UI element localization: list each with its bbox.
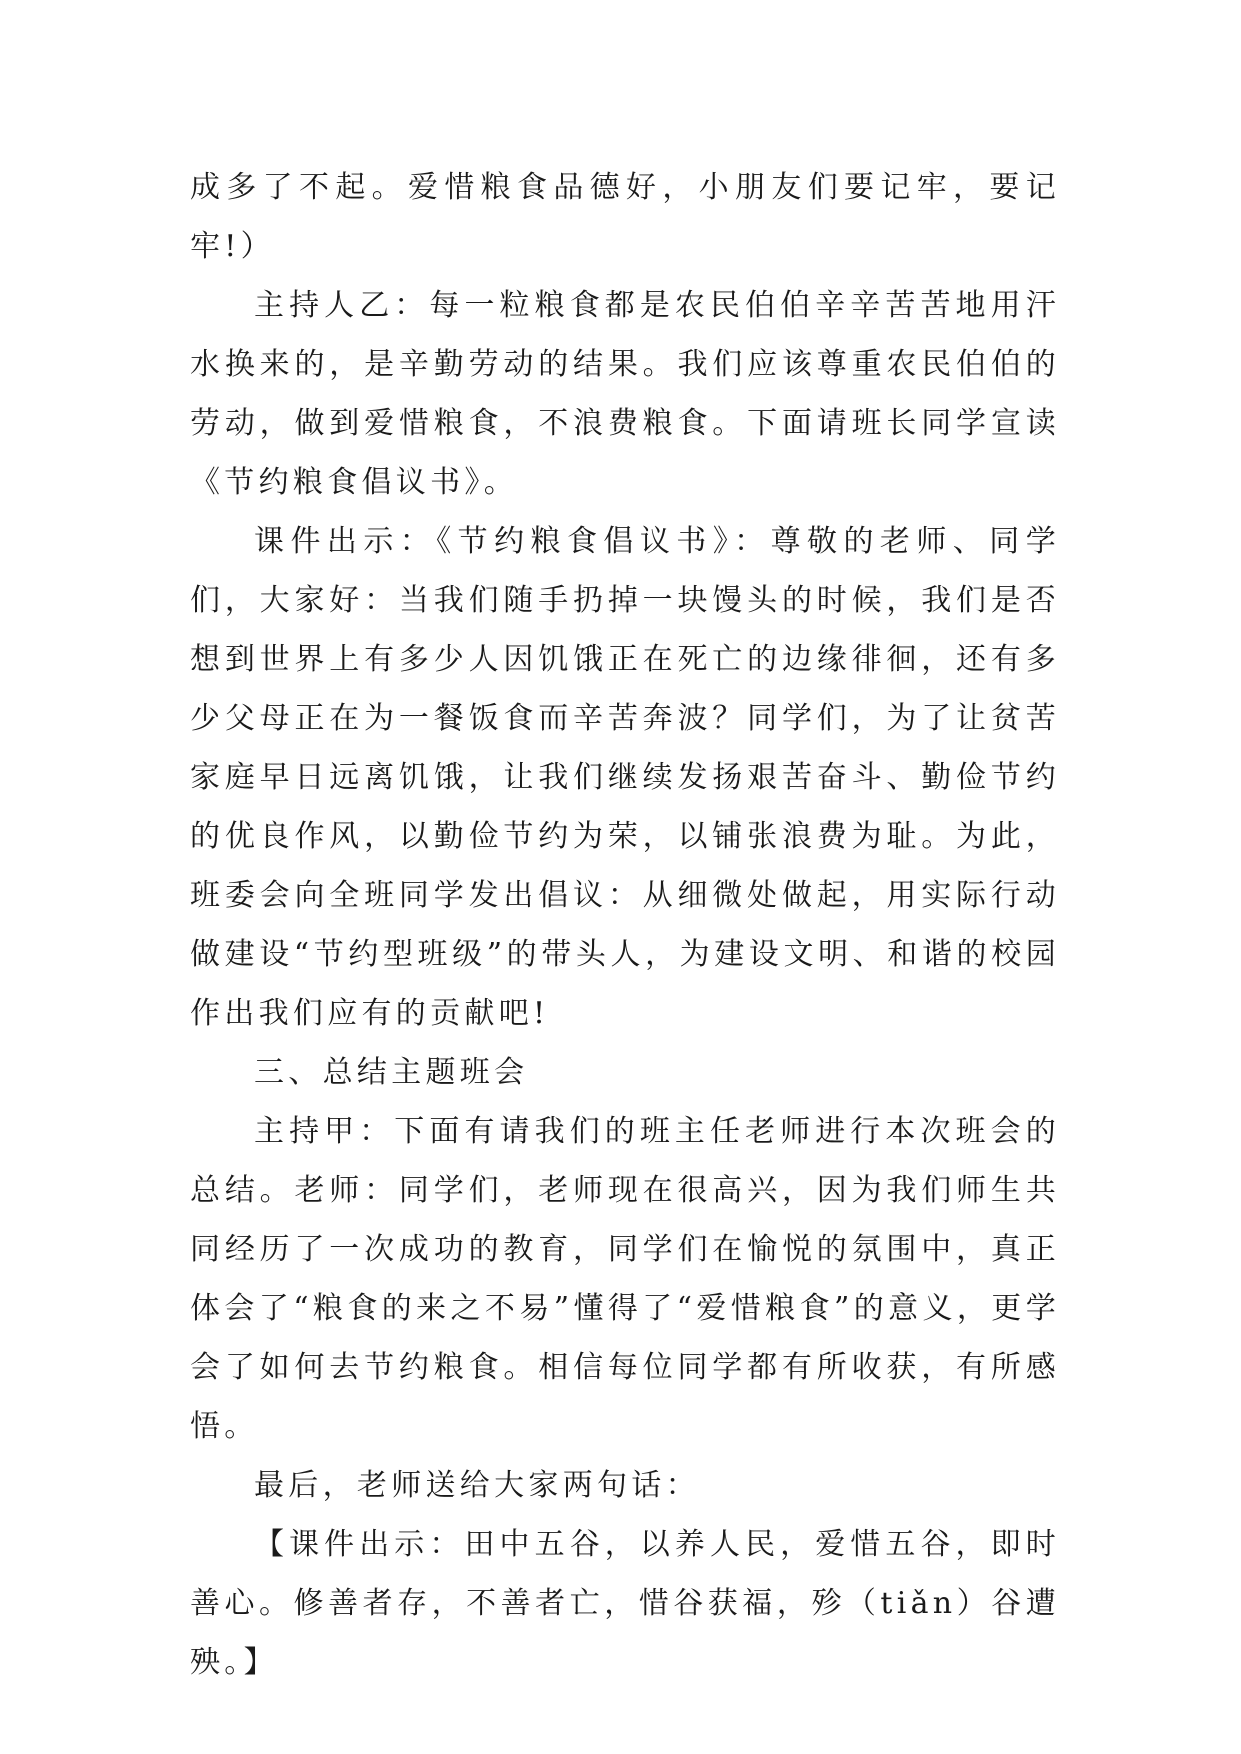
body-text: [190, 158, 1060, 1692]
paragraph-host-b: 主持人乙：每一粒粮食都是农民伯伯辛辛苦苦地用汗水换来的，是辛勤劳动的结果。我们应该尊重农民伯伯的劳动，做到爱惜粮食，不浪费粮食。下面请班长同学宣读《节约粮食倡议书》。: [190, 288, 1060, 500]
paragraph-continuation: 成多了不起。爱惜粮食品德好，小朋友们要记牢，要记牢!）: [190, 170, 1060, 264]
paragraph-closing-intro: 最后，老师送给大家两句话：: [254, 1468, 700, 1503]
paragraph-host-a: 主持甲：下面有请我们的班主任老师进行本次班会的总结。老师：同学们，老师现在很高兴，因为我们师生共同经历了一次成功的教育，同学们在愉悦的氛围中，真正体会了“粮食的来之不易”懂得了“爱惜粮食”的意义，更学会了如何去节约粮食。相信每位同学都有所收获，有所感悟。: [190, 1114, 1060, 1444]
paragraph-proposal: 课件出示：《节约粮食倡议书》：尊敬的老师、同学们，大家好：当我们随手扔掉一块馒头的时候，我们是否想到世界上有多少人因饥饿正在死亡的边缘徘徊，还有多少父母正在为一餐饭食而辛苦奔波？同学们，为了让贫苦家庭早日远离饥饿，让我们继续发扬艰苦奋斗、勤俭节约的优良作风，以勤俭节约为荣，以铺张浪费为耻。为此，班委会向全班同学发出倡议：从细微处做起，用实际行动做建设“节约型班级”的带头人，为建设文明、和谐的校园作出我们应有的贡献吧!: [190, 524, 1060, 1031]
paragraph-closing-quote: 【课件出示：田中五谷，以养人民，爱惜五谷，即时善心。修善者存，不善者亡，惜谷获福，殄（tiǎn）谷遭殃。】: [190, 1527, 1060, 1680]
section-heading-summary: 三、总结主题班会: [254, 1055, 529, 1090]
